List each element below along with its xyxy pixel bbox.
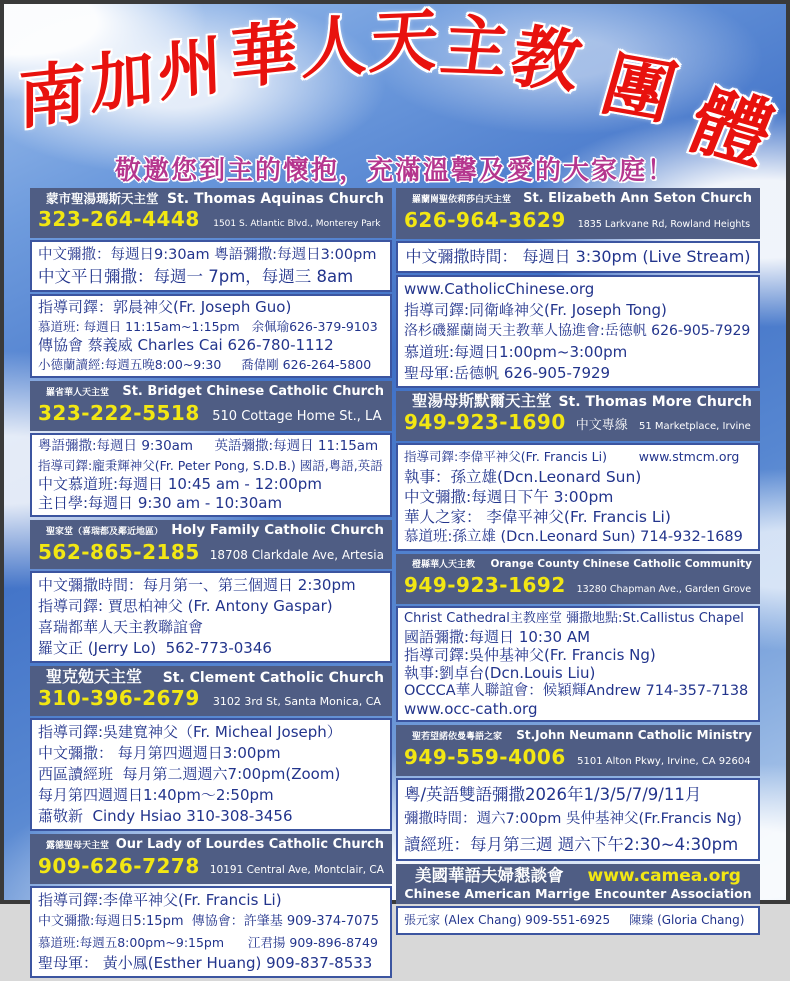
church-header — [396, 725, 760, 776]
info-line: 中文彌撒： 每月第四週週日3:00pm — [38, 744, 281, 762]
church-address: 3102 3rd St, Santa Monica, CA — [212, 695, 381, 708]
info-line: 中文彌撒:每週日5:15pm 傳協會：許肇基 909-374-7075 — [38, 914, 379, 929]
camea-contacts: 張元家 (Alex Chang) 909-551-6925 陳臻 (Gloria Chang) — [404, 913, 745, 927]
info-box — [396, 606, 760, 722]
info-line: 中文彌撒:每週日下午 3:00pm — [404, 488, 614, 506]
title-char: 教 — [503, 17, 589, 103]
church-header — [30, 520, 392, 569]
info-line: 中文彌撒：每週日9:30am 粵語彌撒:每週日3:00pm — [38, 247, 377, 263]
info-line: OCCCA華人聯誼會：候穎輝Andrew 714-357-7138 — [404, 683, 749, 699]
church-name-cn: 露德聖母天主堂 — [46, 841, 110, 851]
info-box — [30, 240, 392, 292]
info-line: Christ Cathedral主教座堂 彌撒地點:St.Callistus Chapel — [404, 611, 744, 626]
info-box — [30, 571, 392, 663]
info-box — [30, 433, 392, 517]
church-block-st-thomas-aquinas — [30, 188, 392, 378]
info-line: 喜瑞都華人天主教聯誼會 — [38, 618, 204, 636]
title-char: 州 — [156, 27, 223, 112]
church-name-en: St. Elizabeth Ann Seton Church — [523, 191, 752, 206]
phone-number: 310-396-2679 — [38, 686, 200, 710]
title-char: 天 — [367, 0, 441, 84]
church-name-cn: 羅蘭崗聖依莉莎白天主堂 — [412, 195, 512, 205]
info-line: 指導司鐸:吳建寬神父（Fr. Micheal Joseph） — [38, 723, 342, 741]
church-header — [396, 188, 760, 239]
info-line: 指導司鐸：郭晨神父(Fr. Joseph Guo) — [38, 298, 292, 316]
info-line: 中文彌撒時間：每月第一、第三個週日 2:30pm — [38, 576, 356, 594]
info-line: 蕭敬新 Cindy Hsiao 310-308-3456 — [38, 807, 293, 825]
church-name-en: St. Thomas Aquinas Church — [167, 191, 384, 207]
church-name-en: Our Lady of Lourdes Catholic Church — [115, 837, 384, 852]
info-line: 聖母軍： 黃小鳳(Esther Huang) 909-837-8533 — [38, 954, 373, 972]
title-char: 體 — [676, 75, 786, 182]
church-block-st-thomas-more — [396, 391, 760, 551]
info-box — [396, 906, 760, 935]
church-header — [30, 666, 392, 716]
church-header — [396, 391, 760, 441]
church-address: 10191 Central Ave, Montclair, CA — [209, 864, 384, 876]
church-name-cn: 聖若望諾依曼粵語之家 — [412, 732, 503, 742]
phone-number: 562-865-2185 — [38, 540, 200, 564]
info-line: 傳協會 蔡義威 Charles Cai 626-780-1112 — [38, 336, 334, 354]
info-line: 慕道班:孫立雄 (Dcn.Leonard Sun) 714-932-1689 — [404, 529, 743, 545]
church-name-cn: 聖湯母斯默爾天主堂 — [412, 392, 552, 410]
church-name-cn: 聖家堂（喜瑞都及鄰近地區） — [46, 527, 164, 537]
camea-name-en: Chinese American Marrige Encounter Association — [404, 886, 752, 901]
info-line: 羅文正 (Jerry Lo) 562-773-0346 — [38, 639, 272, 657]
info-box — [30, 718, 392, 831]
info-line: 華人之家： 李偉平神父(Fr. Francis Li) — [404, 508, 671, 526]
camea-website: www.camea.org — [587, 866, 741, 886]
info-line: 中文平日彌撒：每週一 7pm，每週三 8am — [38, 267, 354, 286]
info-line: 慕道班:每週日1:00pm~3:00pm — [404, 343, 628, 361]
website-url: www.CatholicChinese.org — [404, 280, 595, 298]
church-address: 18708 Clarkdale Ave, Artesia — [209, 548, 384, 562]
right-column — [396, 188, 760, 938]
info-line: 指導司鐸:吳仲基神父(Fr. Francis Ng) — [404, 646, 656, 664]
church-address: 51 Marketplace, Irvine — [638, 421, 751, 432]
church-block-st-clement — [30, 666, 392, 831]
phone-number: 949-923-1690 — [404, 410, 566, 434]
church-block-holy-family — [30, 520, 392, 663]
church-block-occcc — [396, 554, 760, 722]
info-line: 粵語彌撒:每週日 9:30am 英語彌撒:每週日 11:15am — [38, 438, 379, 454]
church-name-en: St. Clement Catholic Church — [162, 670, 384, 686]
church-header — [396, 554, 760, 604]
info-line: 慕道班: 每週日 11:15am~1:15pm 余佩瑜626-379-9103 — [38, 319, 378, 334]
info-line: 聖母軍:岳德帆 626-905-7929 — [404, 364, 611, 382]
church-address: 13280 Chapman Ave., Garden Grove — [576, 584, 752, 595]
info-line: 每月第四週週日1:40pm～2:50pm — [38, 786, 274, 804]
info-line: 執事：孫立雄(Dcn.Leonard Sun) — [404, 468, 642, 486]
church-name-en: Holy Family Catholic Church — [171, 522, 384, 538]
info-line: 小德蘭讀經:每週五晚8:00~9:30 喬偉剛 626-264-5800 — [38, 357, 372, 372]
info-line: 指導司鐸:同衛峰神父(Fr. Joseph Tong) — [404, 301, 667, 319]
phone-number: 949-923-1692 — [404, 573, 566, 597]
info-line: 洛杉磯羅蘭崗天主教華人協進會:岳德帆 626-905-7929 — [404, 323, 751, 339]
info-line: 讀經班：每月第三週 週六下午2:30~4:30pm — [404, 835, 739, 854]
church-block-st-elizabeth-ann-seton — [396, 188, 760, 388]
church-name-en: St.John Neumann Catholic Ministry — [516, 728, 752, 742]
website-url: www.occ-cath.org — [404, 700, 538, 718]
title-char: 主 — [436, 7, 514, 87]
info-line: 中文慕道班:每週日 10:45 am - 12:00pm — [38, 475, 322, 493]
camea-header — [396, 864, 760, 904]
church-block-st-bridget — [30, 381, 392, 517]
church-block-our-lady-of-lourdes — [30, 834, 392, 978]
phone-number: 909-626-7278 — [38, 854, 200, 878]
info-line: 西區讀經班 每月第二週週六7:00pm(Zoom) — [38, 765, 341, 783]
info-line: 粵/英語雙語彌撒2026年1/3/5/7/9/11月 — [404, 785, 702, 804]
title-char: 加 — [88, 39, 155, 124]
church-name-cn: 聖克勉天主堂 — [46, 667, 143, 686]
phone-number: 949-559-4006 — [404, 745, 566, 769]
left-column — [30, 188, 392, 981]
phone-number: 323-264-4448 — [38, 207, 200, 231]
info-line: 國語彌撒:每週日 10:30 AM — [404, 628, 591, 646]
church-block-st-john-neumann — [396, 725, 760, 861]
church-header — [30, 834, 392, 884]
phone-number: 626-964-3629 — [404, 208, 566, 232]
church-name-cn: 蒙市聖湯瑪斯天主堂 — [46, 191, 159, 206]
camea-name-cn: 美國華語夫婦懇談會 — [415, 866, 564, 885]
church-header — [30, 381, 392, 431]
info-box — [396, 275, 760, 388]
info-box — [30, 886, 392, 978]
church-address: 510 Cottage Home St., LA — [212, 409, 382, 424]
camea-block — [396, 864, 760, 935]
title-char: 南 — [18, 52, 86, 140]
title-char: 團 — [593, 42, 686, 135]
church-header — [30, 188, 392, 238]
church-name-cn: 羅省華人天主堂 — [46, 388, 110, 398]
phone-note: 中文專線 — [575, 418, 628, 433]
church-address: 1501 S. Atlantic Blvd., Monterey Park — [213, 219, 381, 229]
info-line: 指導司鐸:李偉平神父(Fr. Francis Li) www.stmcm.org — [404, 449, 740, 464]
info-box — [396, 778, 760, 861]
info-box — [396, 241, 760, 273]
church-name-en: St. Thomas More Church — [558, 394, 752, 410]
info-line: 指導司鐸: 賈思柏神父 (Fr. Antony Gaspar) — [38, 597, 333, 615]
church-name-en: St. Bridget Chinese Catholic Church — [122, 384, 384, 399]
info-box — [30, 294, 392, 378]
church-address: 5101 Alton Pkwy, Irvine, CA 92604 — [577, 756, 751, 767]
title-char: 人 — [300, 5, 370, 89]
phone-number: 323-222-5518 — [38, 401, 200, 425]
info-box — [396, 443, 760, 551]
church-name-en: Orange County Chinese Catholic Community — [490, 558, 752, 570]
info-line: 主日學:每週日 9:30 am - 10:30am — [38, 494, 283, 512]
info-line: 中文彌撒時間： 每週日 3:30pm (Live Stream) — [405, 247, 751, 266]
info-line: 慕道班:每週五8:00pm~9:15pm 江君揚 909-896-8749 — [38, 935, 378, 950]
info-line: 指導司鐸:李偉平神父(Fr. Francis Li) — [38, 891, 282, 909]
poster-subtitle: 敬邀您到主的懷抱，充滿溫馨及愛的大家庭！ — [114, 156, 675, 186]
info-line: 彌撒時間：週六7:00pm 吳仲基神父(Fr.Francis Ng) — [404, 811, 742, 827]
info-line: 執事:劉卓台(Dcn.Louis Liu) — [404, 664, 596, 682]
title-char: 華 — [230, 12, 298, 100]
church-address: 1835 Larkvane Rd, Rowland Heights — [577, 219, 751, 230]
church-name-cn: 橙縣華人天主教 — [412, 560, 476, 570]
info-line: 指導司鐸:龐秉輝神父(Fr. Peter Pong, S.D.B.) 國語,粵語,英語 — [38, 458, 383, 473]
